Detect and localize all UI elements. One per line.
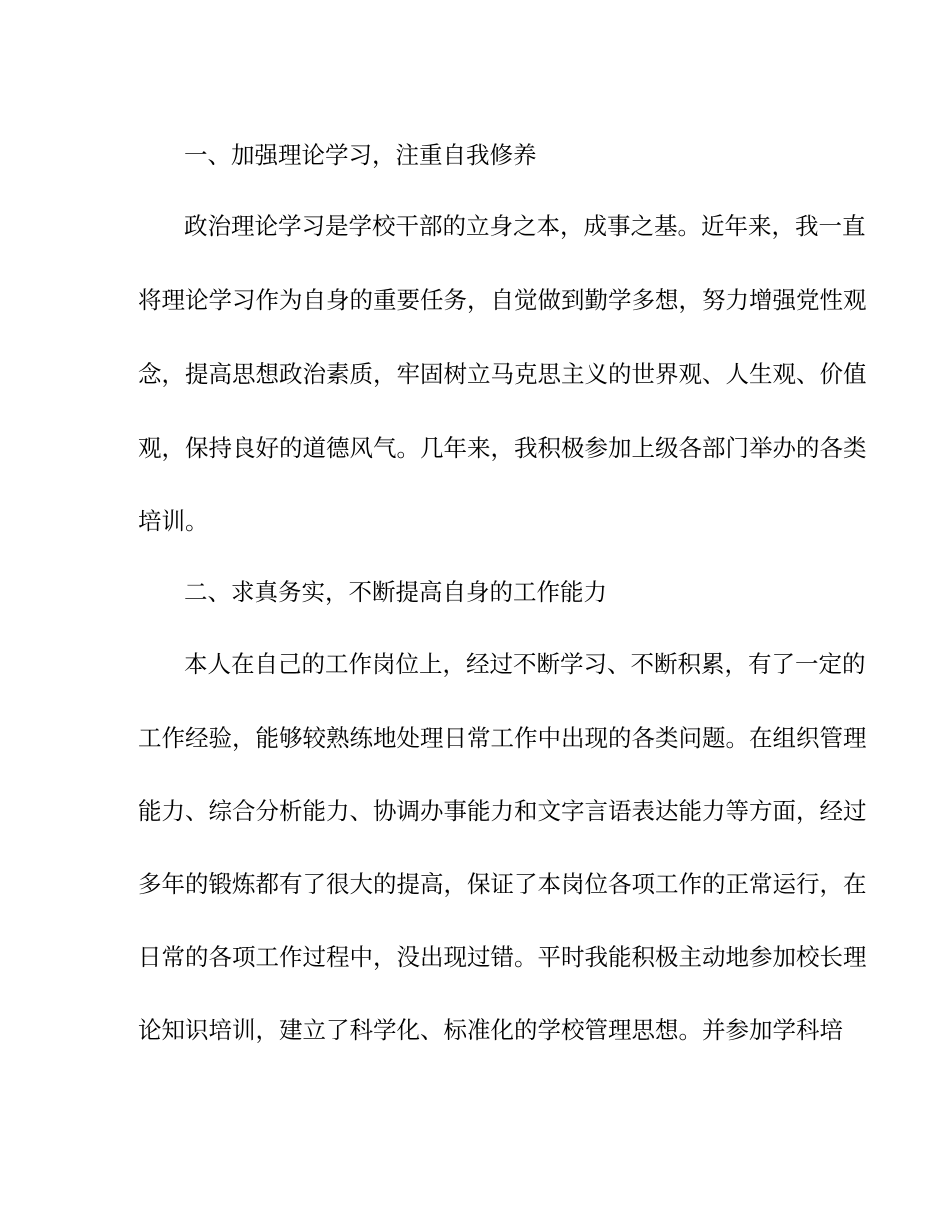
paragraph-2-line-5: 日常的各项工作过程中，没出现过错。平时我能积极主动地参加校长理 [138, 943, 867, 971]
heading-1: 一、加强理论学习，注重自我修养 [184, 141, 537, 169]
paragraph-2-line-4: 多年的锻炼都有了很大的提高，保证了本岗位各项工作的正常运行，在 [138, 870, 867, 898]
paragraph-1-line-1: 政治理论学习是学校干部的立身之本，成事之基。近年来，我一直 [184, 212, 866, 240]
paragraph-2-line-6: 论知识培训，建立了科学化、标准化的学校管理思想。并参加学科培 [138, 1016, 843, 1044]
paragraph-2-line-3: 能力、综合分析能力、协调办事能力和文字言语表达能力等方面，经过 [138, 797, 867, 825]
paragraph-2-line-1: 本人在自己的工作岗位上，经过不断学习、不断积累，有了一定的 [184, 650, 866, 678]
paragraph-1-line-5: 培训。 [138, 507, 209, 535]
paragraph-1-line-3: 念，提高思想政治素质，牢固树立马克思主义的世界观、人生观、价值 [138, 360, 867, 388]
paragraph-2-line-2: 工作经验，能够较熟练地处理日常工作中出现的各类问题。在组织管理 [138, 724, 867, 752]
paragraph-1-line-4: 观，保持良好的道德风气。几年来，我积极参加上级各部门举办的各类 [138, 434, 867, 462]
heading-2: 二、求真务实，不断提高自身的工作能力 [184, 578, 607, 606]
paragraph-1-line-2: 将理论学习作为自身的重要任务，自觉做到勤学多想，努力增强党性观 [138, 286, 867, 314]
